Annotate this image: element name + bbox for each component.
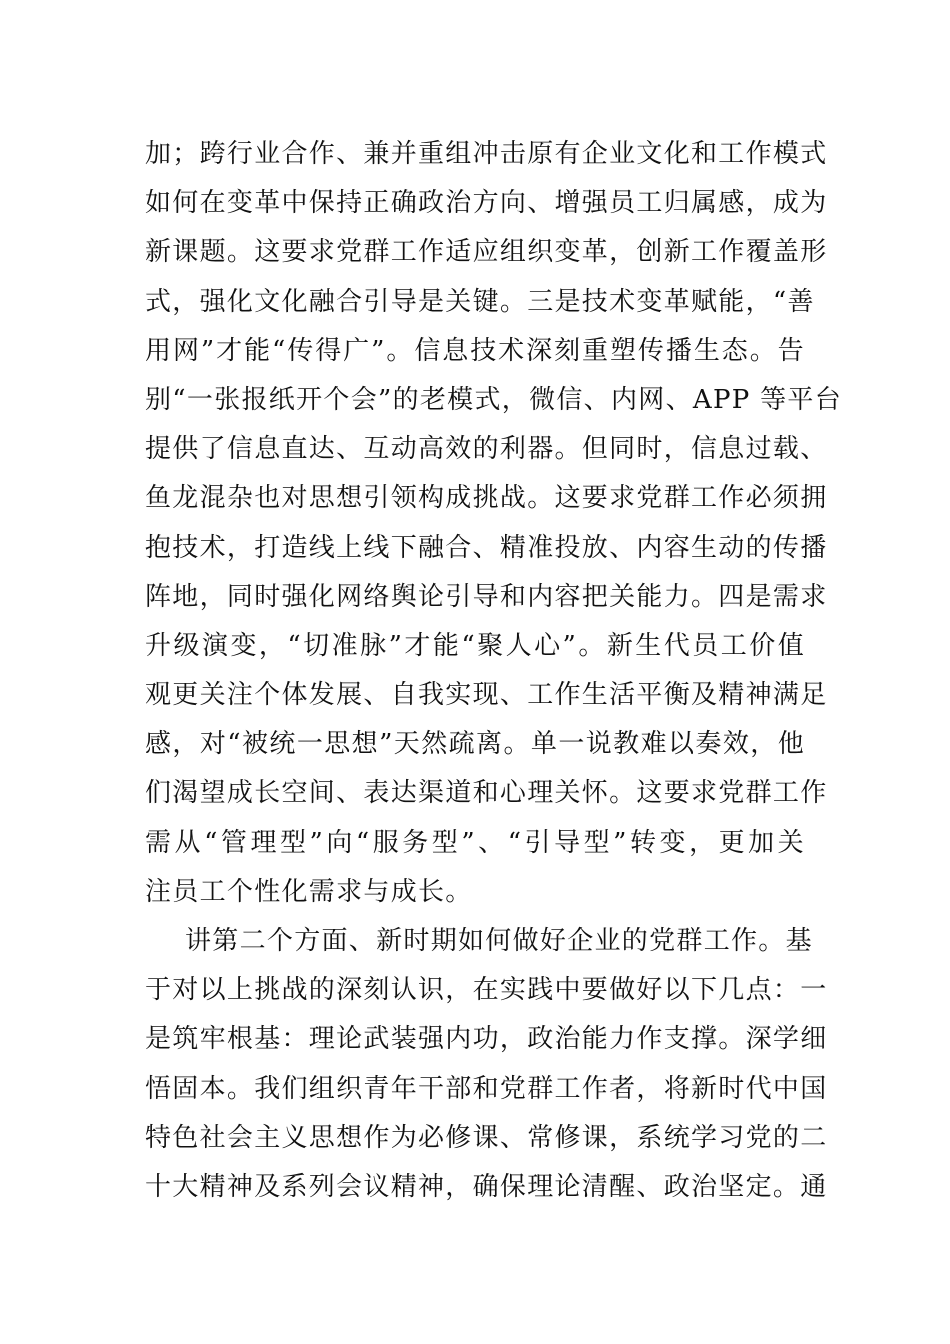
paragraph-line: 于对以上挑战的深刻认识，在实践中要做好以下几点：一 xyxy=(145,975,828,1006)
paragraph-line: 悟固本。我们组织青年干部和党群工作者，将新时代中国 xyxy=(145,1073,828,1104)
paragraph-line: 用网”才能“传得广”。信息技术深刻重塑传播生态。告 xyxy=(145,335,805,366)
document-body xyxy=(145,130,843,1212)
paragraph-line: 鱼龙混杂也对思想引领构成挑战。这要求党群工作必须拥 xyxy=(145,483,828,514)
paragraph-line: 新课题。这要求党群工作适应组织变革，创新工作覆盖形 xyxy=(145,237,828,268)
paragraph-1 xyxy=(145,130,843,917)
paragraph-line: 加；跨行业合作、兼并重组冲击原有企业文化和工作模式 xyxy=(145,139,828,169)
paragraph-line: 别“一张报纸开个会”的老模式，微信、内网、APP 等平台 xyxy=(145,384,843,415)
paragraph-line: 式，强化文化融合引导是关键。三是技术变革赋能，“善 xyxy=(145,286,815,317)
paragraph-line: 们渴望成长空间、表达渠道和心理关怀。这要求党群工作 xyxy=(145,778,828,809)
paragraph-line: 观更关注个体发展、自我实现、工作生活平衡及精神满足 xyxy=(145,680,828,711)
paragraph-line: 抱技术，打造线上线下融合、精准投放、内容生动的传播 xyxy=(145,532,828,563)
paragraph-line: 如何在变革中保持正确政治方向、增强员工归属感，成为 xyxy=(145,188,828,219)
paragraph-line: 十大精神及系列会议精神，确保理论清醒、政治坚定。通 xyxy=(145,1171,828,1202)
paragraph-line: 升级演变，“切准脉”才能“聚人心”。新生代员工价值 xyxy=(145,630,805,661)
paragraph-line: 讲第二个方面、新时期如何做好企业的党群工作。基 xyxy=(185,926,813,956)
paragraph-line: 提供了信息直达、互动高效的利器。但同时，信息过载、 xyxy=(145,434,828,465)
paragraph-line: 需从“管理型”向“服务型”、“引导型”转变，更加关 xyxy=(145,827,805,858)
paragraph-line: 阵地，同时强化网络舆论引导和内容把关能力。四是需求 xyxy=(145,581,828,612)
paragraph-2 xyxy=(145,917,828,1212)
paragraph-line: 是筑牢根基：理论武装强内功，政治能力作支撑。深学细 xyxy=(145,1024,828,1055)
paragraph-line: 感，对“被统一思想”天然疏离。单一说教难以奏效，他 xyxy=(145,729,805,760)
paragraph-line: 注员工个性化需求与成长。 xyxy=(145,876,473,907)
paragraph-line: 特色社会主义思想作为必修课、常修课，系统学习党的二 xyxy=(145,1122,828,1153)
